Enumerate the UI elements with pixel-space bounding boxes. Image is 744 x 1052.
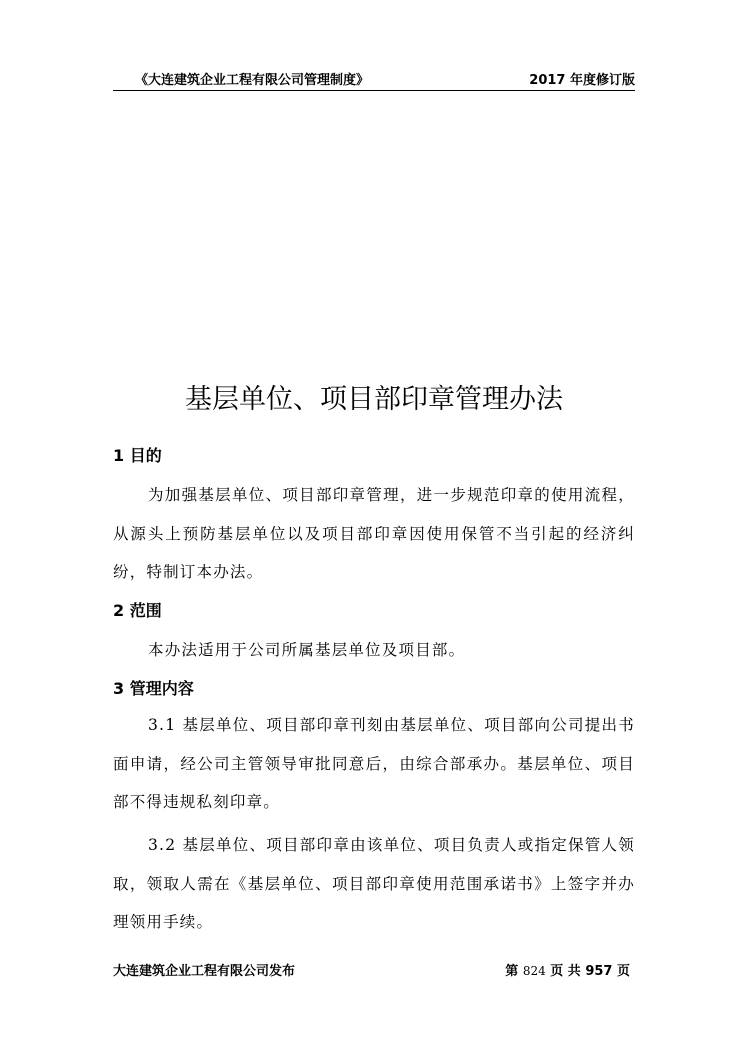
- paragraph-scope: 本办法适用于公司所属基层单位及项目部。: [148, 641, 466, 659]
- section-heading-scope: 2 范围: [113, 601, 162, 620]
- footer-page-info: [505, 960, 630, 979]
- paragraph-management-3-2: 3.2 基层单位、项目部印章由该单位、项目负责人或指定保管人领取，领取人需在《基层单位、项目部印章使用范围承诺书》上签字并办理领用手续。: [113, 836, 635, 931]
- footer-publisher: 大连建筑企业工程有限公司发布: [113, 964, 296, 979]
- header-doc-title: 《大连建筑企业工程有限公司管理制度》: [135, 73, 370, 88]
- section-heading-management: 3 管理内容: [113, 679, 194, 698]
- document-title: 基层单位、项目部印章管理办法: [185, 384, 563, 415]
- footer-page-prefix: 第: [505, 964, 519, 979]
- section-heading-purpose: 1 目的: [113, 446, 162, 465]
- footer-page-current: 824: [522, 964, 546, 978]
- footer-page-middle: 页 共: [550, 964, 581, 979]
- footer-page-suffix: 页: [616, 964, 630, 979]
- page-header: [113, 66, 635, 91]
- footer-page-total: 957: [585, 964, 613, 979]
- paragraph-purpose: 为加强基层单位、项目部印章管理，进一步规范印章的使用流程，从源头上预防基层单位以及项目部印章因使用保管不当引起的经济纠纷，特制订本办法。: [113, 486, 635, 581]
- page-footer: [113, 960, 635, 980]
- paragraph-management-3-1: 3.1 基层单位、项目部印章刊刻由基层单位、项目部向公司提出书面申请，经公司主管领导审批同意后，由综合部承办。基层单位、项目部不得违规私刻印章。: [113, 716, 635, 811]
- header-edition: 2017 年度修订版: [529, 73, 635, 88]
